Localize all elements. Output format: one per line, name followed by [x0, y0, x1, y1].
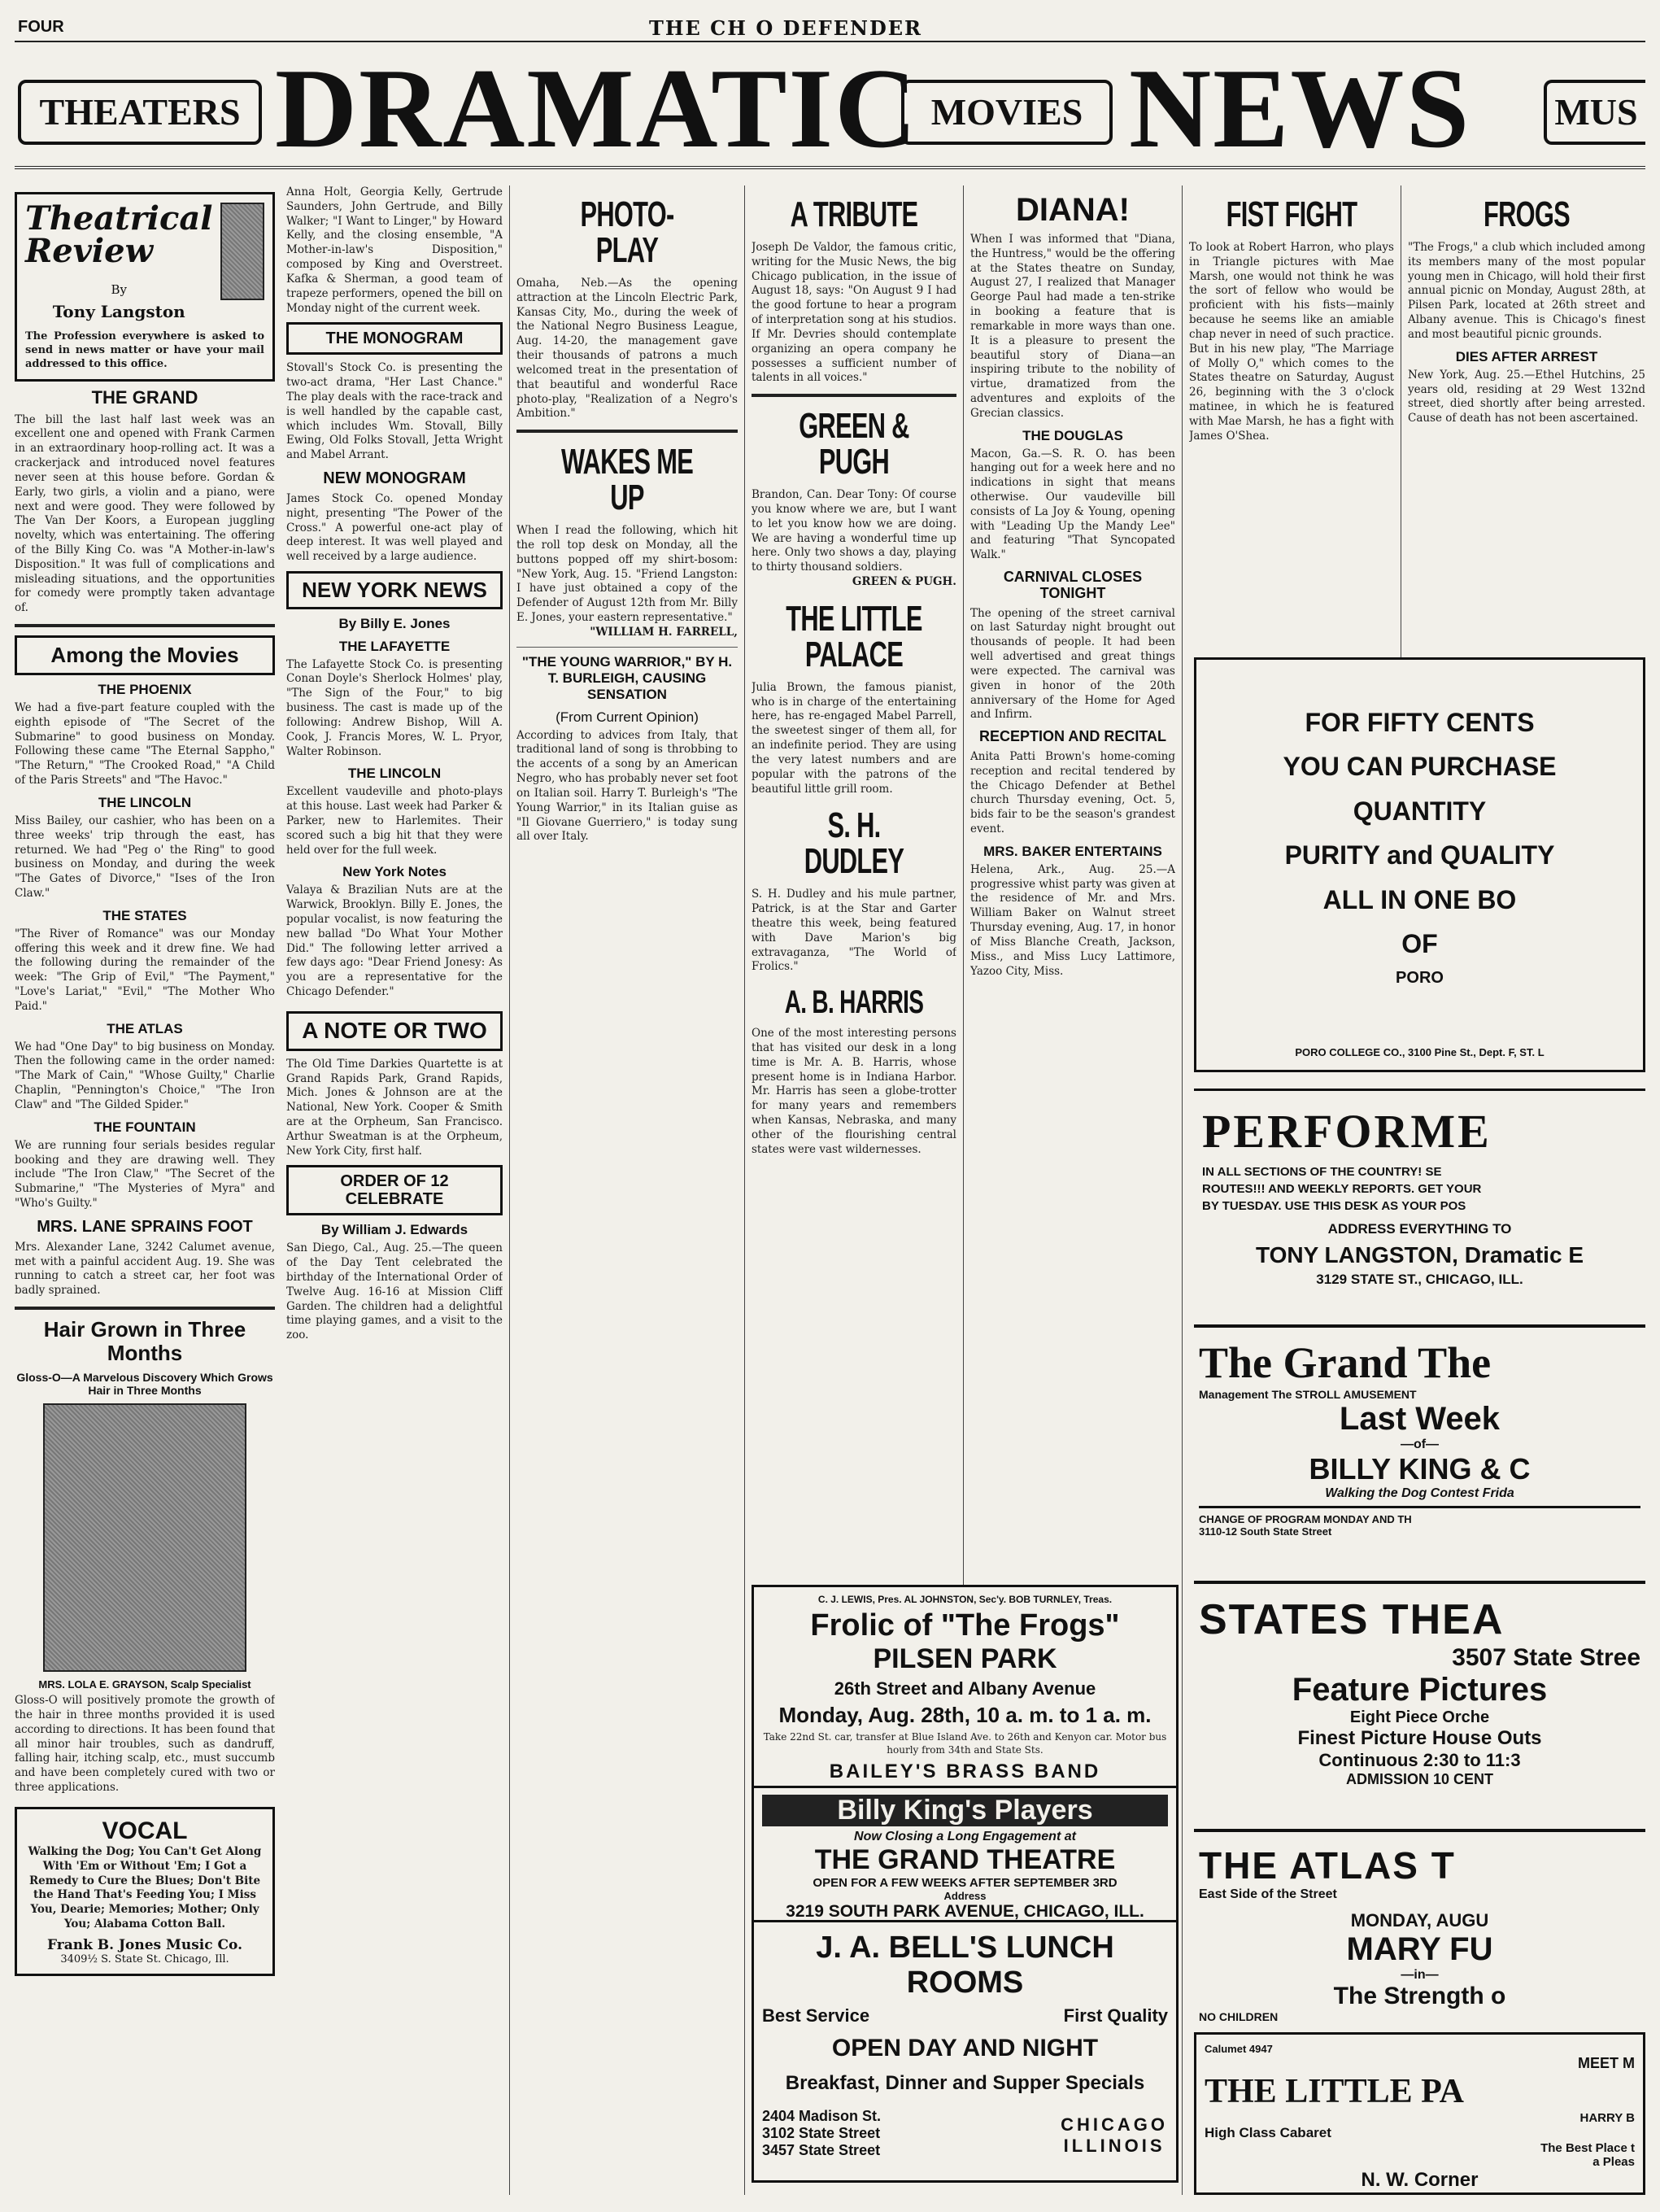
theaters-box: THEATERS [18, 80, 262, 145]
tribute-heading: A TRIBUTE [790, 194, 918, 234]
hair-subheading: Gloss-O—A Marvelous Discovery Which Grows Hair in Three Months [16, 1371, 273, 1398]
dudley-text: S. H. Dudley and his mule partner, Patrick, is at the Star and Garter theatre this week, being featured with Dave Marion's big extravaganza, "The World of Frolics." [752, 888, 956, 974]
poro-line6: OF [1401, 928, 1438, 958]
lincoln2-heading: THE LINCOLN [347, 766, 442, 782]
order-text: San Diego, Cal., Aug. 25.—The queen of the Day Tent celebrated the birthday of the International Order of Twelve Aug. 16-16 at Mission Cliff Garden. The children had a delightful time playing games, and a visit to the zoo. [286, 1241, 503, 1342]
states-heading: THE STATES [102, 907, 187, 923]
palace-ad [1194, 2032, 1645, 2195]
movies-box [15, 635, 275, 675]
bell-state: ILLINOIS [1063, 2136, 1165, 2156]
fist-heading: FIST FIGHT [1226, 194, 1357, 234]
carnival-text: The opening of the street carnival on last Saturday night brought out thousands of people. It had been well advertised and great things were expected. The carnival was given in honor of the 20th anniversary of the Home for Aged and Infirm. [970, 606, 1175, 722]
column-1 [15, 185, 275, 2195]
column-7 [1408, 185, 1645, 649]
bell-open: OPEN DAY AND NIGHT [831, 2035, 1099, 2061]
states-text: "The River of Romance" was our Monday offering this week and it drew fine. We had the following during the remainder of the week: "The Grip of Evil," "The Payment," "Love's Lariat," "Evil," "The Mother Who Paid." [15, 927, 275, 1013]
newmono-text: James Stock Co. opened Monday night, presenting "The Power of the Cross." A powerful one-act play of deep interest. It was well played and well received by a large audience. [286, 492, 503, 564]
reception-heading: RECEPTION AND RECITAL [978, 728, 1166, 745]
grand-ad-last: Last Week [1339, 1401, 1501, 1437]
review-header [15, 192, 275, 382]
douglas-text: Macon, Ga.—S. R. O. has been hanging out for a week here and no indications in sight that means otherwise. Our vaudeville bill consists of La Joy & Young, opening with "Leading Up the Mandy Lee" and featuring "That Syncopated Walk." [970, 447, 1175, 562]
palace-ad-harry: HARRY B [1579, 2111, 1635, 2125]
column-3 [516, 185, 738, 2195]
kingplayers-theatre: THE GRAND THEATRE [814, 1844, 1116, 1875]
notes-text: Valaya & Brazilian Nuts are at the Warwick, Brooklyn. Billy E. Jones, the popular vocalist, is now featuring the new ballad "Do What Your Mother Did." The following letter arrived a few days ago: "Dear Friend Jonesy: As you are a representative for the Chicago Defender." [286, 883, 503, 999]
phoenix-heading: THE PHOENIX [98, 682, 192, 698]
states-ad-feature: Feature Pictures [1292, 1672, 1548, 1708]
hair-heading: Hair Grown in Three Months [43, 1317, 246, 1365]
vocal-dealer: Frank B. Jones Music Co. [46, 1936, 243, 1953]
frogs-heading: FROGS [1483, 194, 1571, 234]
warrior-heading: "THE YOUNG WARRIOR," BY H. T. BURLEIGH, CAUSING SENSATION [521, 653, 733, 702]
frogs-ad-band: BAILEY'S BRASS BAND [829, 1760, 1101, 1782]
bell-best: Best Service [762, 2005, 870, 2026]
bell-city: CHICAGO [1061, 2114, 1168, 2135]
lincoln-heading: THE LINCOLN [98, 794, 192, 810]
palace-ad-pleas: a Pleas [1592, 2155, 1635, 2169]
wakes-signature: "WILLIAM H. FARRELL, [590, 625, 738, 639]
states-ad-addr: 3507 State Stree [1452, 1644, 1640, 1671]
greenpugh-heading: GREEN & PUGH [799, 406, 909, 482]
movies-box: MOVIES [901, 80, 1113, 145]
ads-middle [752, 1585, 1179, 2195]
bell-ad [752, 1922, 1179, 2183]
frogs-text: "The Frogs," a club which included among its members many of the most popular young men in Chicago, will hold their first annual picnic on Monday, August 28th, at Pilsen Park, located at 26th street and Albany avenue. This is Chicago's finest and most beautiful picnic grounds. [1408, 241, 1645, 341]
grand-ad-walk: Walking the Dog Contest Frida [1325, 1486, 1514, 1500]
diana-text: When I was informed that "Diana, the Huntress," would be the offering at the States theatre on Sunday, August 27, I realized that Manager George Paul had made a ten-strike in booking a feature that is remarkable in more ways than one. It is a pleasure to present the beautiful story of Diana—an inspiring tribute to the nobility of virtue, dramatized from the adventures and exploits of the Grecian classics. [970, 233, 1175, 420]
wakes-heading: WAKES ME UP [560, 442, 694, 518]
poro-line3: QUANTITY [1353, 796, 1487, 826]
fountain-text: We are running four serials besides regular booking and they are drawing well. They include "The Iron Claw," "The Secret of the Submarine," "The Mysteries of Myra" and "Who's Guilty." [15, 1138, 275, 1210]
tribute-text: Joseph De Valdor, the famous critic, writing for the Music News, the big Chicago publication, in the issue of August 18, says: "On August 9 I had the good fortune to hear a program of interpretation song at his studios. If Mr. Devries should contemplate organizing an opera company he possesses a sufficient number of talents in all voices." [752, 241, 956, 385]
column-5 [970, 185, 1175, 1174]
harris-text: One of the most interesting persons that has visited our desk in a long time is Mr. A. B. Harris, whose present home is in Indiana Harbor. Mr. Harris has seen a globe-trotter for many years and remembers when Kansas, Nebraska, and many other of the flourishing central states were vast wildernesses. [752, 1027, 956, 1156]
arrest-heading: DIES AFTER ARREST [1455, 348, 1598, 364]
ny-byline: By Billy E. Jones [338, 615, 451, 631]
bell-meals: Breakfast, Dinner and Supper Specials [785, 2072, 1145, 2094]
news-word: NEWS [1129, 46, 1471, 172]
review-note: The Profession everywhere is asked to send in news matter or have your mail addressed to this office. [25, 330, 264, 371]
poro-footer: PORO COLLEGE CO., 3100 Pine St., Dept. F, ST. L [1295, 1046, 1545, 1058]
greenpugh-text: Brandon, Can. Dear Tony: Of course you know where we are, but I want to let you know how we are doing. We are having a wonderful time up here. Only two shows a day, playing to thirty thousand soldiers. [752, 488, 956, 574]
grand-ad-of: —of— [1400, 1438, 1440, 1451]
palace-ad-phone: Calumet 4947 [1205, 2043, 1273, 2055]
fountain-heading: THE FOUNTAIN [94, 1119, 196, 1135]
vocal-text: Walking the Dog; You Can't Get Along With 'Em or Without 'Em; I Got a Remedy to Cure the Blues; Don't Bite the Hand That's Feeding You; I Miss You, Dearie; Memories; Mother; Only You; Alabama Cotton Ball. [28, 1844, 262, 1931]
baker-text: Helena, Ark., Aug. 25.—A progressive whist party was given at the residence of Mr. and Mrs. William Baker on Walnut street Thursday evening, Aug. 17, in honor of Miss Blanche Creath, Jackson, Miss., and Miss Lucy Lattimore, Yazoo City, Miss. [970, 862, 1175, 978]
baker-heading: MRS. BAKER ENTERTAINS [983, 843, 1162, 859]
review-author: Tony Langston [52, 302, 185, 321]
frogs-ad [752, 1585, 1179, 1788]
states-ad-orch: Eight Piece Orche [1349, 1708, 1490, 1726]
reception-text: Anita Patti Brown's home-coming reception and recital tendered by the Chicago Defender at Bethel church Thursday evening, Oct. 5, bids fair to be the season's grandest event. [970, 749, 1175, 836]
grand-ad-star: BILLY KING & C [1309, 1452, 1531, 1486]
grand-heading: THE GRAND [91, 387, 198, 408]
frogs-ad-street: 26th Street and Albany Avenue [834, 1678, 1096, 1699]
atlas-ad-in: —in— [1401, 1968, 1439, 1982]
atlas-ad-star: MARY FU [1346, 1931, 1493, 1967]
atlas-ad-sub: East Side of the Street [1199, 1887, 1337, 1901]
page-header [15, 15, 1645, 42]
order-byline: By William J. Edwards [320, 1222, 468, 1238]
performers-line3: BY TUESDAY. USE THIS DESK AS YOUR POS [1202, 1199, 1466, 1213]
bell-quality: First Quality [1063, 2005, 1168, 2026]
grand-ad [1194, 1324, 1645, 1568]
atlas-ad-title: The Strength o [1333, 1983, 1506, 2009]
photoplay-heading: PHOTO-PLAY [580, 194, 674, 270]
performers-line5: TONY LANGSTON, Dramatic E [1256, 1242, 1584, 1267]
douglas-heading: THE DOUGLAS [1022, 427, 1123, 443]
states-ad-finest: Finest Picture House Outs [1297, 1727, 1542, 1749]
palace-text: Julia Brown, the famous pianist, who is in charge of the entertaining here, has re-engaged Mabel Parrell, the sweetest singer of them all, for an indefinite period. They are using the very latest numbers and are popular with the patrons of the beautiful little grill room. [752, 680, 956, 796]
lincoln-text: Miss Bailey, our cashier, who has been on a three weeks' trip through the east, has returned. We had "Peg o' the Ring" to good business on Monday, and during the week "The Gates of Divorce," "Ises of the Iron Claw." [15, 814, 275, 900]
performers-ad [1194, 1089, 1645, 1308]
note-heading: A NOTE OR TWO [302, 1017, 487, 1043]
wakes-text: When I read the following, which hit the roll top desk on Monday, all the buttons popped off my shirt-bosom: "New York, Aug. 15. "Friend Langston: I have just obtained a copy of the Defender of August 12th from Mr. Billy E. Jones, your eastern representative." [516, 524, 738, 624]
movies-heading: Among the Movies [50, 643, 239, 668]
bell-addr1: 2404 Madison St. [762, 2108, 882, 2124]
performers-line2: ROUTES!!! AND WEEKLY REPORTS. GET YOUR [1202, 1182, 1482, 1196]
newmono-heading: NEW MONOGRAM [323, 469, 466, 487]
warrior-text: According to advices from Italy, that traditional land of song is throbbing to the accents of a song by an American Negro, who has probably never set foot on Italian soil. Harry T. Burleigh's "The Young Warrior," in its Italian guise as "Il Giovane Guerriero," is today sung all over Italy. [516, 728, 738, 844]
vocal-ad [15, 1807, 275, 1976]
kingplayers-ad [752, 1788, 1179, 1922]
diana-heading: DIANA! [1016, 192, 1130, 228]
poro-brand: PORO [1396, 969, 1444, 988]
fist-text: To look at Robert Harron, who plays in Triangle pictures with Mae Marsh, one would not think he was the sort of fellow who would be proficient with his fists—mainly because he seems like an amiable chap never in need of such practice. But in his new play, "The Marriage of Molly O," which comes to the States theatre on Saturday, August 26, beginning with the 3 o'clock matinee, in which he is featured with Mae Marsh, he has a fight with James O'Shea. [1189, 241, 1394, 443]
vocal-address: 3409½ S. State St. Chicago, Ill. [60, 1952, 229, 1965]
greenpugh-signature: GREEN & PUGH. [852, 575, 956, 588]
notes-heading: New York Notes [342, 864, 447, 880]
paper-name: THE CH O DEFENDER [649, 16, 923, 40]
review-by: By [111, 282, 127, 297]
bell-heading: J. A. BELL'S LUNCH ROOMS [816, 1931, 1114, 2000]
performers-line6: 3129 STATE ST., CHICAGO, ILL. [1316, 1272, 1523, 1287]
note-text: The Old Time Darkies Quartette is at Grand Rapids Park, Grand Rapids, Mich. Jones & Johnson are at the National, New York. Cooper & Smith are at the Orpheum, San Francisco. Arthur Sweatman is at the Orpheum, New York City, first half. [286, 1057, 503, 1158]
palace-ad-cabaret: High Class Cabaret [1205, 2125, 1331, 2140]
poro-line1: FOR FIFTY CENTS [1305, 708, 1535, 737]
arrest-text: New York, Aug. 25.—Ethel Hutchins, 25 years old, residing at 29 West 132nd street, died shortly after being arrested. Cause of death has not been ascertained. [1408, 368, 1645, 425]
column-6 [1189, 185, 1394, 649]
masthead [15, 46, 1645, 172]
column-2 [286, 185, 503, 2195]
frogs-ad-date: Monday, Aug. 28th, 10 a. m. to 1 a. m. [778, 1703, 1152, 1727]
sprains-text: Mrs. Alexander Lane, 3242 Calumet avenue, met with a painful accident Aug. 19. She was running to catch a street car, her foot was badly sprained. [15, 1240, 275, 1298]
grayson-photo [43, 1403, 246, 1672]
author-portrait [220, 203, 264, 300]
poro-ad [1194, 657, 1645, 1072]
frogs-ad-officers: C. J. LEWIS, Pres. AL JOHNSTON, Sec'y. BOB TURNLEY, Treas. [817, 1594, 1113, 1605]
atlas-text: We had "One Day" to big business on Monday. Then the following came in the order named: "The Mark of Cain," "Whose Guilty," Charlie Chaplin, "Pennington's Choice," "The Iron Claw" and "The Gilded Spider." [15, 1040, 275, 1111]
kingplayers-addr: 3219 SOUTH PARK AVENUE, CHICAGO, ILL. [786, 1902, 1144, 1921]
palace-ad-best: The Best Place t [1540, 2141, 1635, 2155]
monogram-heading: THE MONOGRAM [325, 329, 464, 348]
lafayette-heading: THE LAFAYETTE [338, 638, 451, 654]
kingplayers-addr-label: Address [943, 1890, 987, 1902]
frogs-ad-title: Frolic of "The Frogs" [810, 1608, 1120, 1643]
atlas-ad-heading: THE ATLAS T [1199, 1844, 1456, 1887]
bell-addr2: 3102 State Street [762, 2125, 881, 2141]
harris-heading: A. B. HARRIS [784, 984, 924, 1021]
atlas-ad [1194, 1829, 1645, 2023]
states-ad-adm: ADMISSION 10 CENT [1345, 1771, 1494, 1787]
dramatic-word: DRAMATIC [275, 46, 919, 172]
music-box: MUS [1544, 80, 1645, 145]
order-heading: ORDER OF 12 CELEBRATE [340, 1172, 449, 1209]
hair-text: Gloss-O will positively promote the growth of the hair in three months provided it is used according to directions. It has been found that all minor hair troubles, such as dandruff, falling hair, itching scalp, etc., must succumb and have been completely cured with two or three applications. [15, 1694, 275, 1795]
performers-line4: ADDRESS EVERYTHING TO [1327, 1221, 1512, 1237]
kingplayers-sub: Now Closing a Long Engagement at [854, 1830, 1076, 1843]
atlas-ad-date: MONDAY, AUGU [1350, 1910, 1489, 1931]
grand-ad-mgmt: Management The STROLL AMUSEMENT [1199, 1388, 1417, 1401]
monogram-text: Stovall's Stock Co. is presenting the two-act drama, "Her Last Chance." The play deals with the race-track and is well handled by the capable cast, which includes Wm. Stovall, Billy Ewing, Old Folks Stovall, Jetta Wright and Mabel Arrant. [286, 361, 503, 462]
ads-right [1186, 657, 1645, 2195]
warrior-subheading: (From Current Opinion) [556, 709, 699, 725]
ny-heading: NEW YORK NEWS [302, 578, 487, 603]
grand-ad-change: CHANGE OF PROGRAM MONDAY AND TH [1199, 1513, 1412, 1525]
lafayette-text: The Lafayette Stock Co. is presenting Conan Doyle's Sherlock Holmes' play, "The Sign of the Four," to big business. The cast is made up of the following: Andrew Bishop, Will A. Cook, J. Francis Mores, W. L. Pryor, Walter Robinson. [286, 657, 503, 758]
poro-line4: PURITY and QUALITY [1284, 840, 1555, 870]
frogs-ad-park: PILSEN PARK [873, 1643, 1057, 1674]
review-title: Theatrical Review [25, 199, 213, 270]
sprains-heading: MRS. LANE SPRAINS FOOT [37, 1217, 253, 1236]
performers-heading: PERFORME [1202, 1105, 1492, 1158]
atlas-ad-note: NO CHILDREN [1199, 2010, 1279, 2023]
frogs-ad-transfer: Take 22nd St. car, transfer at Blue Island Ave. to 26th and Kenyon car. Motor bus hourly from 34th and State Sts. [763, 1731, 1167, 1756]
phoenix-text: We had a five-part feature coupled with the eighth episode of "The Secret of the Submarine" to good business on Monday. Following these came "The Eternal Sappho," "The Return," "The Crooked Road," "A Child of the Paris Streets" and "The Havoc." [15, 701, 275, 788]
newspaper-page [15, 15, 1645, 2197]
grand-continued: Anna Holt, Georgia Kelly, Gertrude Saunders, John Gertrude, and Billy Walker; "I Want to Linger," by Howard Kelly, and the closing ensemble, "A Mother-in-law's Disposition," composed by King and Overstreet. Kafka & Sherman, a good team of trapeze performers, opened the bill on Monday night of the current week. [286, 185, 503, 315]
palace-ad-heading: THE LITTLE PA [1205, 2073, 1464, 2110]
grand-ad-address: 3110-12 South State Street [1199, 1525, 1332, 1538]
vocal-heading: VOCAL [102, 1817, 188, 1844]
states-ad [1194, 1581, 1645, 1817]
poro-line5: ALL IN ONE BO [1322, 884, 1517, 914]
atlas-heading: THE ATLAS [107, 1020, 183, 1036]
photoplay-text: Omaha, Neb.—As the opening attraction at the Lincoln Electric Park, Kansas City, Mo., during the week of the National Negro Business League, Aug. 14-20, the management gave their thousands of patrons a much welcomed treat in the presentation of that beautiful and wonderful Race photo-play, "Realization of a Negro's Ambition." [516, 277, 738, 421]
page-number: FOUR [18, 18, 64, 36]
kingplayers-heading: Billy King's Players [762, 1795, 1168, 1826]
palace-ad-corner: N. W. Corner [1361, 2169, 1479, 2191]
hair-caption: MRS. LOLA E. GRAYSON, Scalp Specialist [38, 1678, 251, 1691]
lincoln2-text: Excellent vaudeville and photo-plays at this house. Last week had Parker & Parker, new to Harlemites. Their scored such a big hit that they were held over for the full week. [286, 785, 503, 857]
grand-text: The bill the last half last week was an excellent one and opened with Frank Carmen in an extraordinary hoop-rolling act. It was a crackerjack and introduced novel features never seen at this house before. Gordan & Early, two girls, a violin and a piano, were next and were good. They were followed by The Van Der Koors, a European juggling novelty, which was entertaining. The offering of the Billy King Co. was "A Mother-in-law's Disposition." It was full of complications and misleading situations, and the opportunities for comedy were promptly taken advantage of. [15, 412, 275, 615]
kingplayers-open: OPEN FOR A FEW WEEKS AFTER SEPTEMBER 3RD [813, 1876, 1118, 1890]
palace-heading: THE LITTLE PALACE [786, 598, 922, 674]
dudley-heading: S. H. DUDLEY [804, 805, 904, 882]
carnival-heading: CARNIVAL CLOSES TONIGHT [1003, 569, 1143, 601]
poro-line2: YOU CAN PURCHASE [1283, 752, 1557, 782]
states-ad-heading: STATES THEA [1199, 1596, 1505, 1643]
grand-ad-heading: The Grand The [1199, 1338, 1492, 1387]
bell-addr3: 3457 State Street [762, 2142, 881, 2158]
palace-ad-meet: MEET M [1578, 2055, 1635, 2071]
performers-line1: IN ALL SECTIONS OF THE COUNTRY! SE [1202, 1165, 1442, 1179]
states-ad-cont: Continuous 2:30 to 11:3 [1318, 1750, 1521, 1770]
